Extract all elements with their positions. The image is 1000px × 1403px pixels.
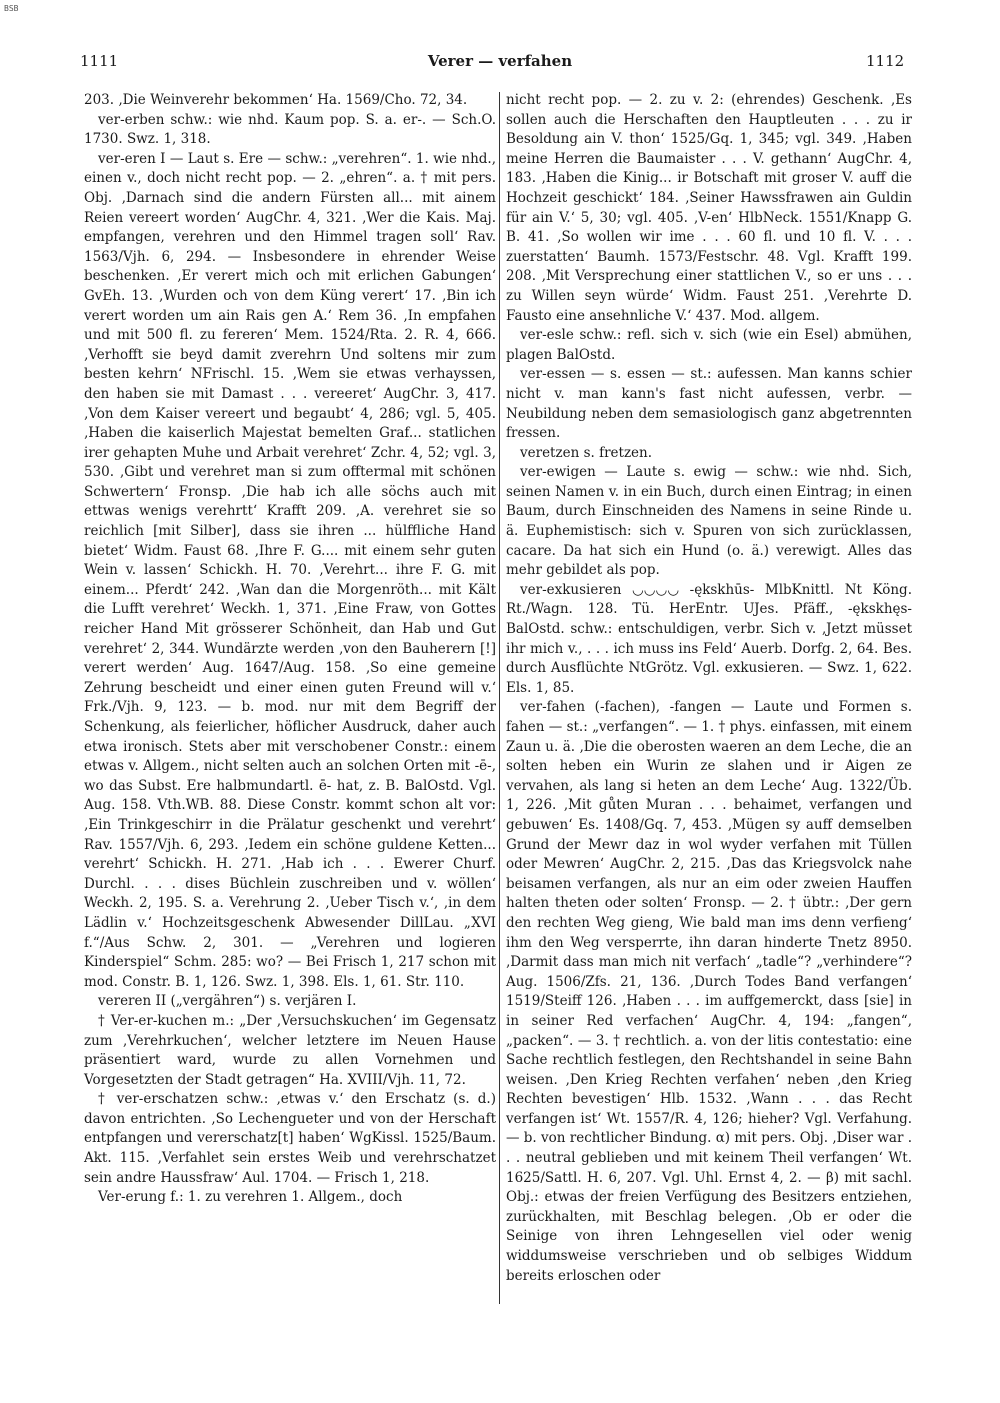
entry: ver-exkusieren ◡◡◡◡ -ękskhūs- MlbKnittl. Nt Köng. Rt./Wagn. 128. Tü. HerEntr. UJes. Pfäff., -ękskhęs- BalOstd. schw.: entschuldigen, verbr. Sich v. ‚Jetzt müsset ihr mich v., . . . ich muss ins Feld‘ Auerb. Dorfg. 2, 64. Bes. durch Ausflüchte NtGrötz. Vgl. exkusieren. — Swz. 1, 622. Els. 1, 85. — [506, 581, 912, 696]
running-headword: Verer — verfahen — [427, 52, 573, 70]
entry: Ver-erung f.: 1. zu verehren 1. Allgem., doch — [98, 1189, 403, 1206]
left-column — [84, 91, 496, 1208]
entry: ver-essen — s. essen — st.: aufessen. Man kanns schier nicht v. man kann's fast nicht aufessen, verbr. — Neubildung neben dem semasiologisch ganz abgetrennten fressen. — [506, 366, 912, 442]
entry: ver-erben schw.: wie nhd. Kaum pop. S. a. er-. — Sch.O. 1730. Swz. 1, 318. — [84, 111, 496, 148]
column-divider — [499, 92, 500, 1304]
page-number-left: 1111 — [80, 52, 119, 70]
entry: ver-ewigen — Laute s. ewig — schw.: wie nhd. Sich, seinen Namen v. in ein Buch, durch einen Eintrag; in einen Baum, durch Einschneiden des Namens in seine Rinde u. ä. Euphemistisch: sich v. Spuren von sich zurücklassen, cacare. Da hat sich ein Hund (o. ä.) verewigt. Alles das mehr gebildet als pop. — [506, 464, 912, 579]
entry: † Ver-er-kuchen m.: „Der ‚Versuchskuchen‘ im Gegensatz zum ‚Verehrkuchen‘, welcher letztere im Neuen Hause präsentiert ward, wurde zu allen Vornehmen und Vorgesetzten der Stadt getragen“ Ha. XVIII/Vjh. 11, 72. — [84, 1012, 496, 1088]
library-stamp: BSB — [4, 4, 19, 13]
entry: veretzen s. fretzen. — [520, 444, 653, 461]
right-column — [506, 91, 912, 1286]
entry: vereren II („vergähren“) s. verjären I. — [98, 993, 357, 1010]
entry: † ver-erschatzen schw.: ‚etwas v.‘ den Erschatz (s. d.) davon entrichten. ‚So Lechengueter und von der Herschaft entpfangen und vererschatz[t] haben‘ WgKissl. 1525/Baum. Akt. 115. ‚Verfahlet sein erstes Weib und verehrschatzet sein andre Haussfraw‘ Aul. 1704. — Frisch 1, 218. — [84, 1091, 496, 1186]
entry: nicht recht pop. — 2. zu v. 2: (ehrendes) Geschenk. ‚Es sollen auch die Herschaften den Hauptleuten . . . zu ir Besoldung ain V. thon‘ 1525/Gq. 1, 345; vgl. 349. ‚Haben meine Herren die Baumaister . . . V. gethann‘ AugChr. 4, 183. ‚Haben die Kinig... ir Botschaft mit groser V. auff die Hochzeit geschickt‘ 184. ‚Seiner Hawssfrawen ain Guldin für ain V.‘ 5, 30; vgl. 405. ‚V-en‘ HlbNeck. 1551/Knapp G. B. 41. ‚So wollen wir ime . . . 60 fl. und 10 fl. V. . . . zuerstatten‘ Baumh. 1573/Festschr. 48. Vgl. Krafft 199. 208. ‚Mit Versprechung einer stattlichen V., so er uns . . . zu Willen seyn würde‘ Widm. Faust 251. ‚Verehrte D. Fausto eine ansehnliche V.‘ 437. Mod. allgem. — [506, 92, 912, 324]
entry: ver-eren I — Laut s. Ere — schw.: „verehren“. 1. wie nhd., einen v., doch nicht recht pop. — 2. „ehren“. a. † mit pers. Obj. ‚Darnach sind die andern Fürsten all... mit ainem Reien vereert worden‘ AugChr. 4, 321. ‚Wer die Kais. Maj. empfangen, verehren und den Himmel tragen soll‘ Rav. 1563/Vjh. 6, 294. — Insbesondere in ehrender Weise beschenken. ‚Er verert mich och mit erlichen Gabungen‘ GvEh. 13. ‚Wurden och von dem Küng verert‘ 17. ‚Bin ich verert worden um ain Rais gen A.‘ Rem 36. ‚In empfahen und mit 500 fl. zu fereren‘ Mem. 1524/Rta. 2. R. 4, 666. ‚Verhofft sie beyd damit zverehrn Und soltens mir zum besten kehrn‘ NFrischl. 15. ‚Wem sie etwas verhayssen, den haben sie mit Damast . . . vereeret‘ AugChr. 3, 417. ‚Von dem Kaiser vereert und begaubt‘ 4, 286; vgl. 5, 405. ‚Haben die kaiserlich Majestat bemelten Graf... statlichen irer gehapten Muhe und Arbait verehret‘ Zchr. 4, 52; vgl. 3, 530. ‚Gibt und verehret man si zum offtermal mit schönen Schwertern‘ Fronsp. ‚Die hab ich alle söchs auch mit ettwas wenigs verehrtt‘ Krafft 209. ‚A. verehret sie so reichlich [mit Silber], dass sie ihren ... hülffliche Hand bietet‘ Widm. Faust 68. ‚Ihre F. G.... mit einem sehr guten Wein v. lassen‘ Schickh. H. 70. ‚Verehrt... ihre F. G. mit einem... Pferdt‘ 242. ‚Wan dan die Morgenröth... mit Kält die Lufft verehret‘ Weckh. 1, 371. ‚Eine Fraw, von Gottes reicher Hand Mit grösserer Schönheit, dan Hab und Gut verehret‘ 2, 344. Wundärzte werden ‚von den Bauherern [!] verert werden‘ Aug. 1647/Aug. 158. ‚So eine gemeine Zehrung bescheidt und einer einen guten Freund will v.‘ Frk./Vjh. 9, 123. — b. mod. nur mit dem Begriff der Schenkung, als feierlicher, höflicher Ausdruck, daher auch etwa ironisch. Stets aber mit verschobener Constr.: einem etwas v. Allgem., nicht selten auch an solchen Orten mit -ē-, wo das Subst. Ere halbmundartl. ē- hat, z. B. BalOstd. Vgl. Aug. 158. Vth.WB. 88. Diese Constr. kommt schon alt vor: ‚Ein Trinkgeschirr in die Prälatur geschenkt und verehrt‘ Rav. 1557/Vjh. 6, 293. ‚Iedem ein schöne guldene Ketten... verehrt‘ Schickh. H. 271. ‚Hab ich . . . Ewerer Churf. Durchl. . . . dises Büchlein zuschreiben und v. wöllen‘ Weckh. 2, 195. S. a. Verehrung 2. ‚Ueber Tisch v.‘, ‚in dem Lädlin v.‘ Hochzeitsgeschenk Abwesender DillLau. „XVI f.“/Aus Schw. 2, 301. — „Verehren und logieren Kinderspiel“ Schm. 285: wo? — Bei Frisch 1, 217 schon mit mod. Constr. B. 1, 126. Swz. 1, 398. Els. 1, 61. Str. 110. — [84, 150, 496, 990]
entry: ver-fahen (-fachen), -fangen — Laute und Formen s. fahen — st.: „verfangen“. — 1. † phys. einfassen, mit einem Zaun u. ä. ‚Die die oberosten waeren an dem Leche, die an solten heben ein Wurin ze slahen und ir Aigen ze vervahen, als lang si heten an dem Leche‘ Aug. 1322/Üb. 1, 226. ‚Mit gůten Muran . . . behaimet, verfangen und gebuwen‘ Es. 1408/Gq. 7, 453. ‚Mügen sy auff demselben Grund der Mewr daz in wol wyder verfahen mit Tüllen oder Mewren‘ AugChr. 2, 215. ‚Das das Kriegsvolck nahe beisamen verfangen, als nur an eim oder zweien Hauffen halten theten oder solten‘ Fronsp. — 2. † übtr.: ‚Der gern den rechten Weg gieng, Wie bald man ims denn verfieng‘ ihm den Weg versperrte, ihn daran hinderte Tnetz 8950. ‚Darmit dass man mich nit verfach‘ „tadle“? „verhindere“? Aug. 1506/Zfs. 21, 136. ‚Durch Todes Band verfangen‘ 1519/Steiff 126. ‚Haben . . . im auffgemerckt, dass [sie] in in seiner Red verfachen‘ AugChr. 4, 194: „fangen“, „packen“. — 3. † rechtlich. a. von der litis contestatio: eine Sache rechtlich festlegen, den Rechtshandel in seine Bahn weisen. ‚Den Krieg Rechten verfahen‘ neben ‚den Krieg Rechten bevestigen‘ Hlb. 1532. ‚Wann . . . das Recht verfangen ist‘ Wt. 1557/R. 4, 126; hieher? Vgl. Verfahung. — b. von rechtlicher Bindung. α) mit pers. Obj. ‚Diser war . . . neutral geblieben und mit keinem Theil verfangen‘ Wt. 1625/Sattl. H. 6, 207. Vgl. Uhl. Ernst 4, 2. — β) mit sachl. Obj.: etwas der freien Verfügung des Besitzers entziehen, zurückhalten, mit Beschlag belegen. ‚Ob er oder die Seinige von ihren Lehngesellen viel oder wenig widdumsweise verschrieben und ob selbiges Widdum bereits erloschen oder — [506, 699, 913, 1284]
page-number-right: 1112 — [866, 52, 905, 70]
entry: ver-esle schw.: refl. sich v. sich (wie ein Esel) abmühen, plagen BalOstd. — [506, 327, 912, 363]
entry: 203. ‚Die Weinverehr bekommen‘ Ha. 1569/Cho. 72, 34. — [84, 92, 468, 108]
